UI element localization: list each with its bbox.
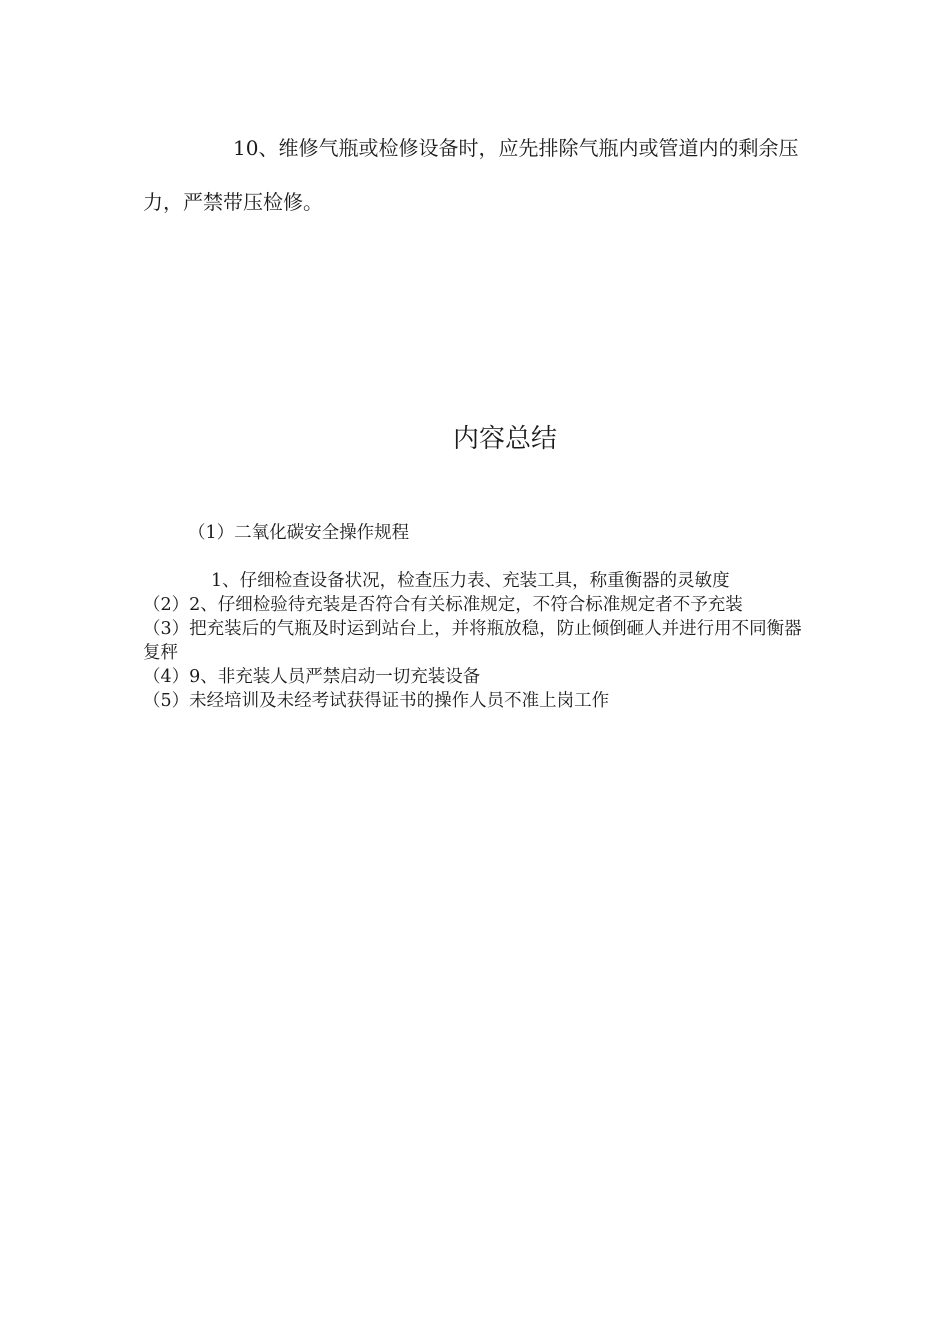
summary-item: 1、仔细检查设备状况，检查压力表、充装工具，称重衡器的灵敏度 [211, 571, 730, 591]
summary-list [143, 569, 808, 713]
summary-item: （4）9、非充装人员严禁启动一切充装设备 [143, 667, 481, 687]
summary-item: （5）未经培训及未经考试获得证书的操作人员不准上岗工作 [143, 691, 610, 711]
summary-item: （3）把充装后的气瓶及时运到站台上，并将瓶放稳，防止倾倒砸人并进行用不同衡器复秤 [143, 619, 802, 663]
summary-title: 内容总结 [452, 424, 557, 454]
summary-item: （2）2、仔细检验待充装是否符合有关标准规定，不符合标准规定者不予充装 [143, 595, 743, 615]
summary-heading: （1）二氧化碳安全操作规程 [188, 523, 410, 543]
paragraph-item-10: 10、维修气瓶或检修设备时，应先排除气瓶内或管道内的剩余压力，严禁带压检修。 [143, 136, 799, 214]
